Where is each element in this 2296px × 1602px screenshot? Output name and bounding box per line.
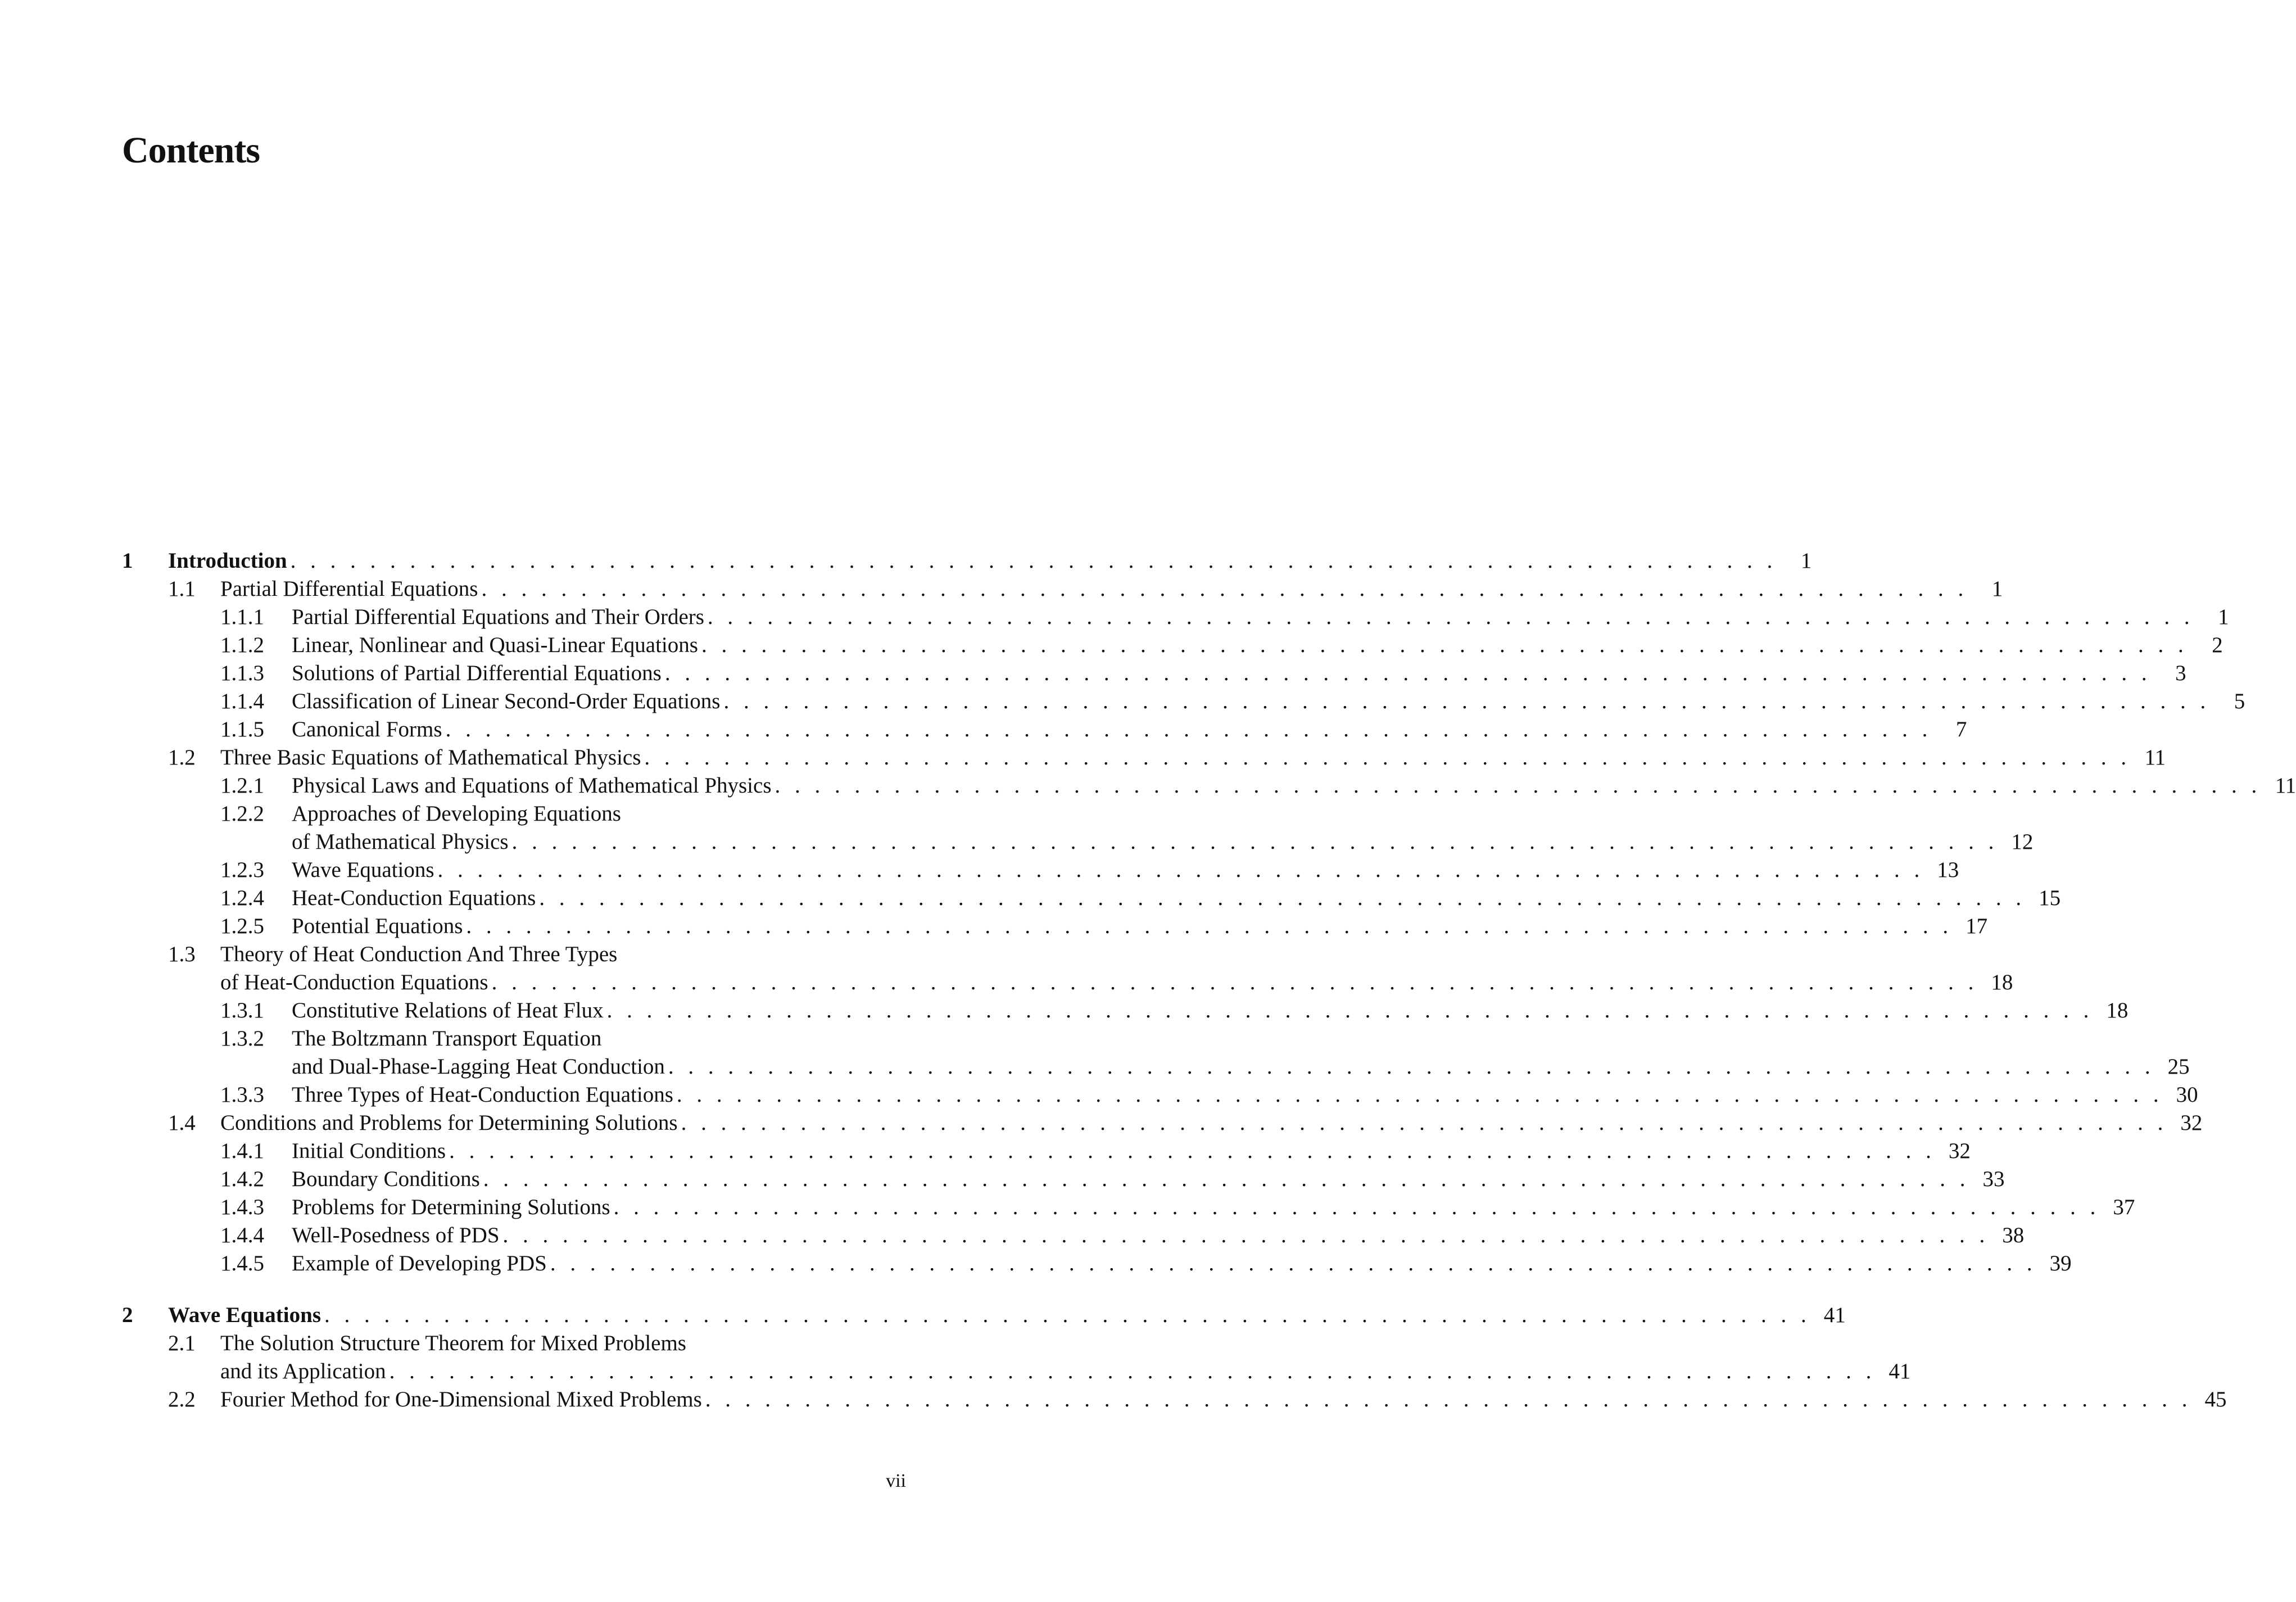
entry-number: 1.4.5 (220, 1251, 264, 1275)
toc-entry-chapter-1[interactable] (122, 547, 1812, 575)
toc-entry-chapter-2[interactable] (122, 1301, 1846, 1329)
dot-leader: . . . . . . . . . . . . . . . . . . . . . . . . . . . . . . . . . . . . . . . . . . . . . . . . . . . . . . . . . . . . . . . . . . . . . . . . . . . (449, 1139, 1936, 1163)
entry-page: 12 (2011, 830, 2034, 854)
toc-entry-1-4[interactable] (122, 1109, 2203, 1137)
entry-title: Well-Posedness of PDS (292, 1223, 500, 1247)
entry-title: Linear, Nonlinear and Quasi-Linear Equations (292, 633, 698, 657)
entry-page: 13 (1937, 858, 1959, 882)
dot-leader: . . . . . . . . . . . . . . . . . . . . . . . . . . . . . . . . . . . . . . . . . . . . . . . . . . . . . . . . . . . . . . . . . . . . . . . . . . . (466, 914, 1953, 938)
dot-leader: . . . . . . . . . . . . . . . . . . . . . . . . . . . . . . . . . . . . . . . . . . . . . . . . . . . . . . . . . . . . . . . . . . . . . . . . . . . (606, 998, 2094, 1022)
toc-entry-1-1-4[interactable] (122, 687, 2245, 716)
entry-number: 1 (122, 549, 133, 573)
entry-page: 39 (2049, 1251, 2072, 1275)
entry-title: Canonical Forms (292, 717, 442, 741)
entry-page: 37 (2113, 1195, 2135, 1219)
entry-title: The Solution Structure Theorem for Mixed Problems (220, 1331, 686, 1355)
toc-entry-2-1[interactable] (122, 1329, 906, 1357)
entry-page: 18 (2106, 998, 2129, 1022)
entry-page: 33 (1982, 1167, 2005, 1191)
toc-entry-1-1-1[interactable] (122, 603, 2229, 631)
dot-leader: . . . . . . . . . . . . . . . . . . . . . . . . . . . . . . . . . . . . . . . . . . . . . . . . . . . . . . . . . . . . . . . . . . . . . . . . . . . (389, 1359, 1876, 1383)
entry-page: 32 (2180, 1111, 2203, 1135)
dot-leader: . . . . . . . . . . . . . . . . . . . . . . . . . . . . . . . . . . . . . . . . . . . . . . . . . . . . . . . . . . . . . . . . . . . . . . . . . . . (668, 1055, 2155, 1079)
entry-number: 1.4.1 (220, 1139, 264, 1163)
entry-title: Conditions and Problems for Determining Solutions (220, 1111, 678, 1135)
entry-title-continued: and Dual-Phase-Lagging Heat Conduction (292, 1055, 665, 1079)
dot-leader: . . . . . . . . . . . . . . . . . . . . . . . . . . . . . . . . . . . . . . . . . . . . . . . . . . . . . . . . . . . . . . . . . . . . . . . . . . . (502, 1223, 1990, 1247)
entry-page: 1 (1800, 549, 1812, 573)
dot-leader: . . . . . . . . . . . . . . . . . . . . . . . . . . . . . . . . . . . . . . . . . . . . . . . . . . . . . . . . . . . . . . . . . . . . . . . . . . . (481, 577, 1968, 601)
entry-page: 41 (1823, 1303, 1846, 1327)
entry-number: 1.3 (168, 942, 196, 966)
entry-number: 1.4 (168, 1111, 196, 1135)
dot-leader: . . . . . . . . . . . . . . . . . . . . . . . . . . . . . . . . . . . . . . . . . . . . . . . . . . . . . . . . . . . . . . . . . . . . . . . . . . . (324, 1303, 1811, 1327)
toc-entry-1-3[interactable] (122, 940, 906, 969)
toc-entry-1-1-2[interactable] (122, 631, 2223, 659)
entry-title: Constitutive Relations of Heat Flux (292, 998, 604, 1022)
dot-leader: . . . . . . . . . . . . . . . . . . . . . . . . . . . . . . . . . . . . . . . . . . . . . . . . . . . . . . . . . . . . . . . . . . . . . . . . . . . (676, 1083, 2163, 1107)
entry-title: Initial Conditions (292, 1139, 446, 1163)
entry-page: 11 (2275, 773, 2296, 798)
toc-entry-1-3-continued[interactable] (122, 969, 2013, 997)
entry-page: 1 (1991, 577, 2003, 601)
entry-number: 2.2 (168, 1387, 196, 1411)
entry-number: 1.3.3 (220, 1083, 264, 1107)
entry-title: Theory of Heat Conduction And Three Types (220, 942, 618, 966)
entry-title: Wave Equations (168, 1303, 321, 1327)
toc-entry-2-1-continued[interactable] (122, 1357, 1911, 1386)
dot-leader: . . . . . . . . . . . . . . . . . . . . . . . . . . . . . . . . . . . . . . . . . . . . . . . . . . . . . . . . . . . . . . . . . . . . . . . . . . . (613, 1195, 2100, 1219)
entry-title: Partial Differential Equations (220, 577, 478, 601)
entry-number: 1.4.3 (220, 1195, 264, 1219)
entry-number: 1.1 (168, 577, 196, 601)
entry-number: 1.2 (168, 745, 196, 770)
toc-entry-1-4-1[interactable] (122, 1137, 1971, 1165)
toc-entry-1-3-2[interactable] (122, 1025, 906, 1053)
page-title: Contents (122, 130, 260, 171)
entry-title: Approaches of Developing Equations (292, 802, 621, 826)
toc-entry-1-4-5[interactable] (122, 1250, 2072, 1278)
entry-number: 1.3.2 (220, 1026, 264, 1051)
entry-page: 17 (1966, 914, 1988, 938)
entry-page: 32 (1948, 1139, 1971, 1163)
toc-entry-1-4-4[interactable] (122, 1221, 2025, 1250)
entry-number: 2.1 (168, 1331, 196, 1355)
entry-page: 25 (2167, 1055, 2190, 1079)
entry-title-continued: of Heat-Conduction Equations (220, 970, 488, 994)
entry-title: Solutions of Partial Differential Equations (292, 661, 662, 685)
entry-title: Partial Differential Equations and Their Orders (292, 605, 704, 629)
toc-entry-1-2-2[interactable] (122, 800, 906, 828)
entry-title: The Boltzmann Transport Equation (292, 1026, 602, 1051)
entry-page: 7 (1955, 717, 1967, 741)
dot-leader: . . . . . . . . . . . . . . . . . . . . . . . . . . . . . . . . . . . . . . . . . . . . . . . . . . . . . . . . . . . . . . . . . . . . . . . . . . . (775, 773, 2262, 798)
entry-number: 1.1.4 (220, 689, 264, 713)
page-number: vii (886, 1470, 906, 1491)
toc-entry-2-2[interactable] (122, 1386, 2227, 1414)
entry-page: 45 (2204, 1387, 2227, 1411)
entry-number: 1.3.1 (220, 998, 264, 1022)
entry-title: Heat-Conduction Equations (292, 886, 536, 910)
toc-entry-1-1-3[interactable] (122, 659, 2186, 687)
entry-number: 1.2.1 (220, 773, 264, 798)
entry-title: Boundary Conditions (292, 1167, 480, 1191)
dot-leader: . . . . . . . . . . . . . . . . . . . . . . . . . . . . . . . . . . . . . . . . . . . . . . . . . . . . . . . . . . . . . . . . . . . . . . . . . . . (445, 717, 1932, 741)
entry-number: 2 (122, 1303, 133, 1327)
dot-leader: . . . . . . . . . . . . . . . . . . . . . . . . . . . . . . . . . . . . . . . . . . . . . . . . . . . . . . . . . . . . . . . . . . . . . . . . . . . (701, 633, 2188, 657)
entry-number: 1.2.4 (220, 886, 264, 910)
toc-entry-1-3-3[interactable] (122, 1081, 2198, 1109)
entry-page: 30 (2176, 1083, 2198, 1107)
table-of-contents (122, 547, 2296, 1414)
toc-entry-1-2-1[interactable] (122, 772, 2296, 800)
entry-number: 1.2.5 (220, 914, 264, 938)
entry-title-continued: and its Application (220, 1359, 386, 1383)
entry-number: 1.1.2 (220, 633, 264, 657)
entry-title: Example of Developing PDS (292, 1251, 547, 1275)
entry-title: Three Types of Heat-Conduction Equations (292, 1083, 673, 1107)
entry-page: 41 (1889, 1359, 1911, 1383)
toc-entry-1-3-2-continued[interactable] (122, 1053, 2190, 1081)
dot-leader: . . . . . . . . . . . . . . . . . . . . . . . . . . . . . . . . . . . . . . . . . . . . . . . . . . . . . . . . . . . . . . . . . . . . . . . . . . . (644, 745, 2131, 770)
entry-title: Potential Equations (292, 914, 463, 938)
entry-title: Wave Equations (292, 858, 434, 882)
entry-number: 1.1.1 (220, 605, 264, 629)
entry-number: 1.4.2 (220, 1167, 264, 1191)
entry-page: 1 (2218, 605, 2229, 629)
entry-page: 18 (1991, 970, 2013, 994)
toc-entry-1-1-5[interactable] (122, 716, 1967, 744)
entry-page: 15 (2039, 886, 2061, 910)
chapter-spacer (122, 1278, 906, 1301)
toc-entry-1-2-3[interactable] (122, 856, 1959, 884)
entry-title-continued: of Mathematical Physics (292, 830, 509, 854)
entry-page: 3 (2175, 661, 2186, 685)
toc-entry-1-4-3[interactable] (122, 1193, 2135, 1221)
entry-page: 38 (2002, 1223, 2025, 1247)
toc-entry-1-1[interactable] (122, 575, 2003, 603)
entry-title: Three Basic Equations of Mathematical Physics (220, 745, 641, 770)
dot-leader: . . . . . . . . . . . . . . . . . . . . . . . . . . . . . . . . . . . . . . . . . . . . . . . . . . . . . . . . . . . . . . . . . . . . . . . . . . . (437, 858, 1924, 882)
dot-leader: . . . . . . . . . . . . . . . . . . . . . . . . . . . . . . . . . . . . . . . . . . . . . . . . . . . . . . . . . . . . . . . . . . . . . . . . . . . (290, 549, 1777, 573)
entry-number: 1.4.4 (220, 1223, 264, 1247)
toc-entry-1-3-1[interactable] (122, 997, 2129, 1025)
toc-entry-1-4-2[interactable] (122, 1165, 2005, 1193)
entry-number: 1.1.5 (220, 717, 264, 741)
dot-leader: . . . . . . . . . . . . . . . . . . . . . . . . . . . . . . . . . . . . . . . . . . . . . . . . . . . . . . . . . . . . . . . . . . . . . . . . . . . (707, 605, 2194, 629)
toc-entry-1-2-4[interactable] (122, 884, 2061, 912)
entry-title: Problems for Determining Solutions (292, 1195, 610, 1219)
entry-page: 11 (2144, 745, 2166, 770)
toc-entry-1-2-5[interactable] (122, 912, 1988, 940)
dot-leader: . . . . . . . . . . . . . . . . . . . . . . . . . . . . . . . . . . . . . . . . . . . . . . . . . . . . . . . . . . . . . . . . . . . . . . . . . . . (491, 970, 1978, 994)
dot-leader: . . . . . . . . . . . . . . . . . . . . . . . . . . . . . . . . . . . . . . . . . . . . . . . . . . . . . . . . . . . . . . . . . . . . . . . . . . . (550, 1251, 2037, 1275)
dot-leader: . . . . . . . . . . . . . . . . . . . . . . . . . . . . . . . . . . . . . . . . . . . . . . . . . . . . . . . . . . . . . . . . . . . . . . . . . . . (705, 1387, 2192, 1411)
entry-number: 1.1.3 (220, 661, 264, 685)
dot-leader: . . . . . . . . . . . . . . . . . . . . . . . . . . . . . . . . . . . . . . . . . . . . . . . . . . . . . . . . . . . . . . . . . . . . . . . . . . . (723, 689, 2211, 713)
entry-title: Fourier Method for One-Dimensional Mixed Problems (220, 1387, 702, 1411)
dot-leader: . . . . . . . . . . . . . . . . . . . . . . . . . . . . . . . . . . . . . . . . . . . . . . . . . . . . . . . . . . . . . . . . . . . . . . . . . . . (483, 1167, 1970, 1191)
entry-page: 5 (2234, 689, 2245, 713)
dot-leader: . . . . . . . . . . . . . . . . . . . . . . . . . . . . . . . . . . . . . . . . . . . . . . . . . . . . . . . . . . . . . . . . . . . . . . . . . . . (539, 886, 2026, 910)
entry-page: 2 (2212, 633, 2223, 657)
dot-leader: . . . . . . . . . . . . . . . . . . . . . . . . . . . . . . . . . . . . . . . . . . . . . . . . . . . . . . . . . . . . . . . . . . . . . . . . . . . (681, 1111, 2168, 1135)
entry-title: Introduction (168, 549, 287, 573)
dot-leader: . . . . . . . . . . . . . . . . . . . . . . . . . . . . . . . . . . . . . . . . . . . . . . . . . . . . . . . . . . . . . . . . . . . . . . . . . . . (511, 830, 1999, 854)
entry-number: 1.2.2 (220, 802, 264, 826)
toc-entry-1-2[interactable] (122, 744, 2166, 772)
dot-leader: . . . . . . . . . . . . . . . . . . . . . . . . . . . . . . . . . . . . . . . . . . . . . . . . . . . . . . . . . . . . . . . . . . . . . . . . . . . (664, 661, 2152, 685)
toc-entry-1-2-2-continued[interactable] (122, 828, 2034, 856)
entry-title: Classification of Linear Second-Order Equations (292, 689, 721, 713)
entry-title: Physical Laws and Equations of Mathematical Physics (292, 773, 772, 798)
entry-number: 1.2.3 (220, 858, 264, 882)
